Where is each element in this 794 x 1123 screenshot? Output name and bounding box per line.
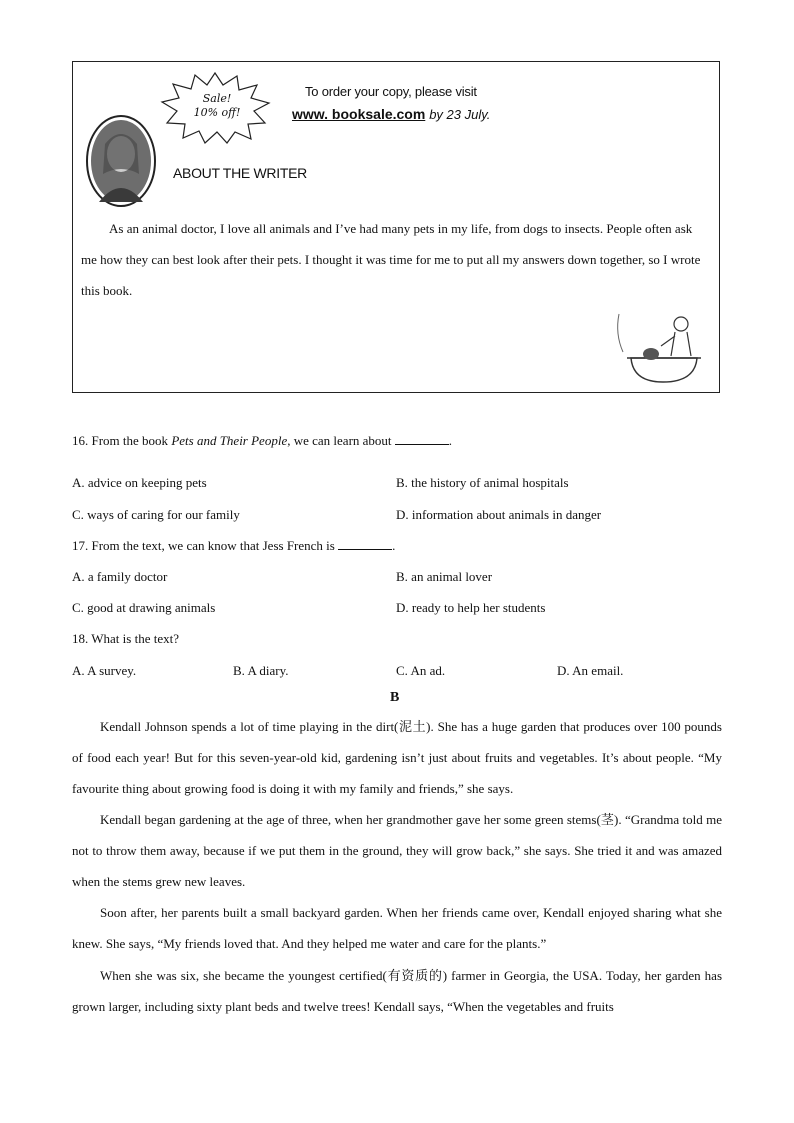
section-heading: B bbox=[390, 690, 400, 705]
pet-bath-illustration bbox=[613, 306, 713, 386]
writer-portrait bbox=[85, 114, 157, 208]
passage-paragraph-1: Kendall Johnson spends a lot of time playing in the dirt(泥土). She has a huge garden that produces over 100 pounds of food each year! But for this seven-year-old kid, gardening isn’t just about fruits and vegetables. It’s about people. “My favourite thing about growing food is doing it with my family and friends,” she says. bbox=[72, 719, 722, 796]
q16-option-c: C. ways of caring for our family bbox=[72, 507, 240, 522]
order-deadline: by 23 July. bbox=[429, 107, 491, 122]
passage-paragraph-2: Kendall began gardening at the age of three, when her grandmother gave her some green stems(茎). “Grandma told me not to throw them away, because if we put them in the ground, they will grow back,” she says. She tried it and was amazed when the stems grew new leaves. bbox=[72, 812, 722, 889]
q18-option-d: D. An email. bbox=[557, 663, 624, 678]
q18-option-c: C. An ad. bbox=[396, 663, 446, 678]
q18-option-b: B. A diary. bbox=[233, 663, 289, 678]
q17-option-d: D. ready to help her students bbox=[396, 600, 546, 615]
sale-text bbox=[181, 92, 253, 120]
passage-paragraph-3: Soon after, her parents built a small backyard garden. When her friends came over, Kendall enjoyed sharing what she knew. She says, “My friends loved that. And they helped me water and care for the plants.” bbox=[72, 905, 722, 951]
about-writer-text: As an animal doctor, I love all animals and I’ve had many pets in my life, from dogs to insects. People often ask me how they can best look after their pets. I thought it was time for me to put all my answers down together, so I wrote this book. bbox=[81, 221, 701, 298]
question-16: 16. From the book Pets and Their People, we can learn about . bbox=[72, 433, 453, 448]
about-writer-heading: ABOUT THE WRITER bbox=[173, 165, 307, 181]
q16-option-a: A. advice on keeping pets bbox=[72, 475, 207, 490]
question-17: 17. From the text, we can know that Jess French is . bbox=[72, 538, 396, 553]
q16-option-b: B. the history of animal hospitals bbox=[396, 475, 569, 490]
answer-blank bbox=[338, 538, 392, 550]
sale-line2: 10% off! bbox=[193, 106, 241, 119]
advertisement-box bbox=[72, 61, 720, 393]
order-instruction: To order your copy, please visit bbox=[305, 84, 477, 99]
book-title: Pets and Their People bbox=[171, 433, 288, 448]
question-18: 18. What is the text? bbox=[72, 631, 179, 646]
q18-option-a: A. A survey. bbox=[72, 663, 137, 678]
order-url-line bbox=[292, 106, 490, 122]
q16-option-d: D. information about animals in danger bbox=[396, 507, 602, 522]
sale-line1: Sale! bbox=[202, 92, 232, 105]
passage-paragraph-4: When she was six, she became the youngest certified(有资质的) farmer in Georgia, the USA. Today, her garden has grown larger, including sixty plant beds and twelve trees! Kendall says, “When the vegetables and fruits bbox=[72, 968, 722, 1014]
order-url-link[interactable]: www. booksale.com bbox=[292, 106, 426, 122]
q17-option-b: B. an animal lover bbox=[396, 569, 493, 584]
q17-option-c: C. good at drawing animals bbox=[72, 600, 216, 615]
answer-blank bbox=[395, 433, 449, 445]
q17-option-a: A. a family doctor bbox=[72, 569, 168, 584]
